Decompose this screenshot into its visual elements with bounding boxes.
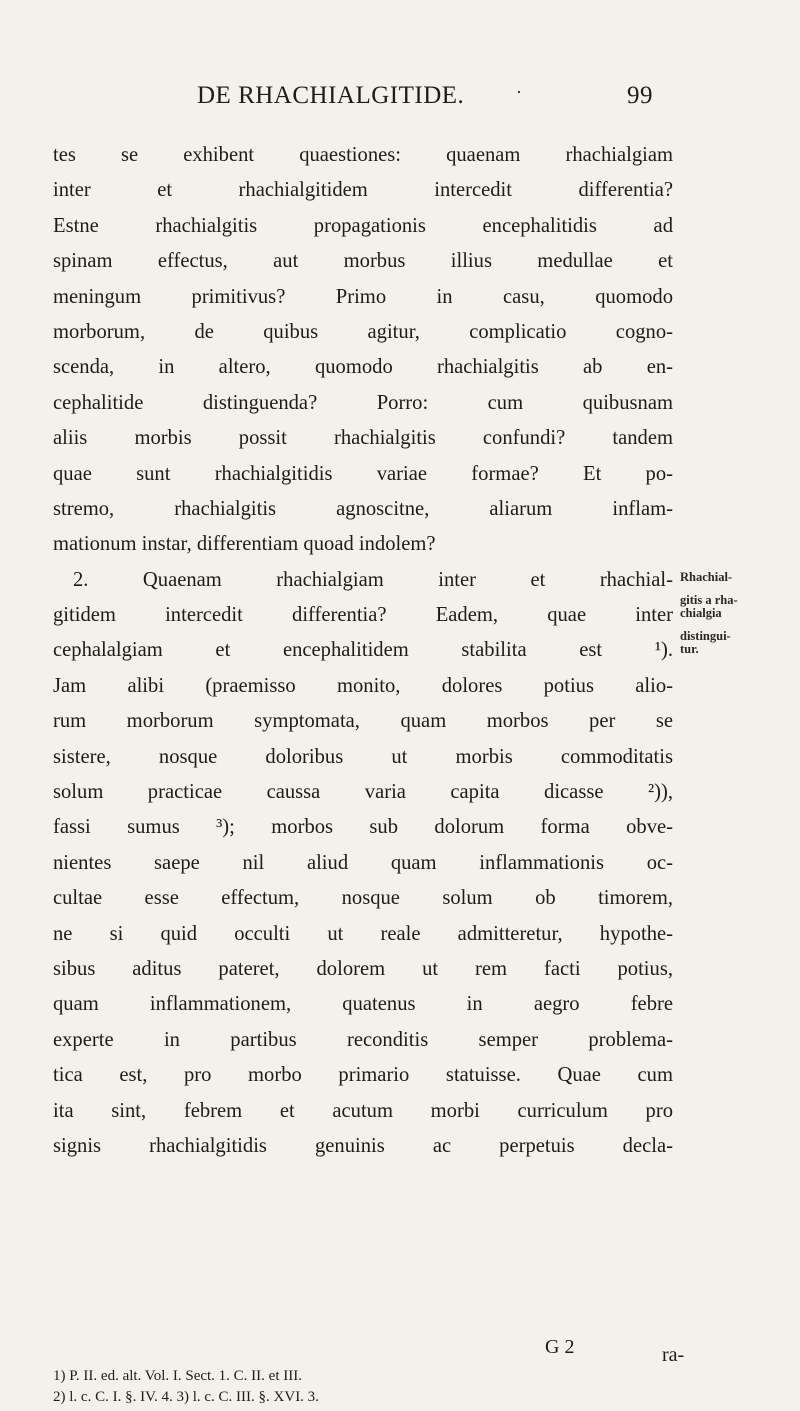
- margin-note-line: Rhachial-: [680, 570, 733, 584]
- header-mark: ·: [516, 82, 523, 102]
- text-line: aliis morbis possit rhachialgitis confundi? tandem: [53, 427, 673, 450]
- body-text: [53, 138, 673, 1164]
- signature-mark: G 2: [545, 1336, 575, 1358]
- text-line: mationum instar, differentiam quoad indolem?: [53, 533, 436, 556]
- text-line: 2. Quaenam rhachialgiam inter et rhachial-: [73, 568, 673, 591]
- text-line: tes se exhibent quaestiones: quaenam rhachialgiam: [53, 144, 673, 166]
- text-line: cephalalgiam et encephalitidem stabilita est ¹).: [53, 639, 673, 662]
- text-line: cultae esse effectum, nosque solum ob timorem,: [53, 887, 673, 910]
- page-header: [0, 76, 800, 116]
- text-line: ita sint, febrem et acutum morbi curriculum pro: [53, 1099, 673, 1122]
- text-line: solum practicae caussa varia capita dicasse ²)),: [53, 781, 673, 804]
- text-line: sibus aditus pateret, dolorem ut rem facti potius,: [53, 957, 673, 980]
- margin-note-line: gitis a rha-: [680, 593, 738, 607]
- margin-note-line: distingui-: [680, 629, 731, 643]
- footnote: 1) P. II. ed. alt. Vol. I. Sect. 1. C. II. et III.: [53, 1368, 302, 1384]
- text-line: quae sunt rhachialgitidis variae formae? Et po-: [53, 462, 673, 485]
- text-line: rum morborum symptomata, quam morbos per se: [53, 710, 673, 733]
- text-line: quam inflammationem, quatenus in aegro febre: [53, 993, 673, 1016]
- margin-note: [680, 571, 795, 656]
- running-title: DE RHACHIALGITIDE.: [197, 82, 465, 109]
- footnotes: [53, 1366, 673, 1408]
- text-line: morborum, de quibus agitur, complicatio cogno-: [53, 320, 673, 343]
- text-line: inter et rhachialgitidem intercedit differentia?: [53, 179, 673, 202]
- margin-note-line: chialgia: [680, 606, 722, 620]
- text-line: ne si quid occulti ut reale admitteretur, hypothe-: [53, 922, 673, 945]
- text-line: fassi sumus ³); morbos sub dolorum forma obve-: [53, 816, 673, 839]
- text-line: Estne rhachialgitis propagationis encephalitidis ad: [53, 214, 673, 237]
- text-line: meningum primitivus? Primo in casu, quomodo: [53, 285, 673, 308]
- text-line: stremo, rhachialgitis agnoscitne, aliarum inflam-: [53, 497, 673, 520]
- text-line: scenda, in altero, quomodo rhachialgitis ab en-: [53, 356, 673, 379]
- text-line: cephalitide distinguenda? Porro: cum quibusnam: [53, 391, 673, 414]
- text-line: tica est, pro morbo primario statuisse. Quae cum: [53, 1064, 673, 1087]
- page-number: 99: [627, 82, 653, 109]
- footnote: 2) l. c. C. I. §. IV. 4. 3) l. c. C. III. §. XVI. 3.: [53, 1389, 319, 1405]
- catchword: ra-: [662, 1344, 685, 1366]
- text-line: experte in partibus reconditis semper problema-: [53, 1028, 673, 1051]
- text-line: sistere, nosque doloribus ut morbis commoditatis: [53, 745, 673, 768]
- text-line: Jam alibi (praemisso monito, dolores potius alio-: [53, 674, 673, 697]
- text-line: spinam effectus, aut morbus illius medullae et: [53, 250, 673, 273]
- text-line: nientes saepe nil aliud quam inflammationis oc-: [53, 851, 673, 874]
- text-line: signis rhachialgitidis genuinis ac perpetuis decla-: [53, 1134, 673, 1157]
- margin-note-line: tur.: [680, 642, 699, 656]
- text-line: gitidem intercedit differentia? Eadem, quae inter: [53, 604, 673, 627]
